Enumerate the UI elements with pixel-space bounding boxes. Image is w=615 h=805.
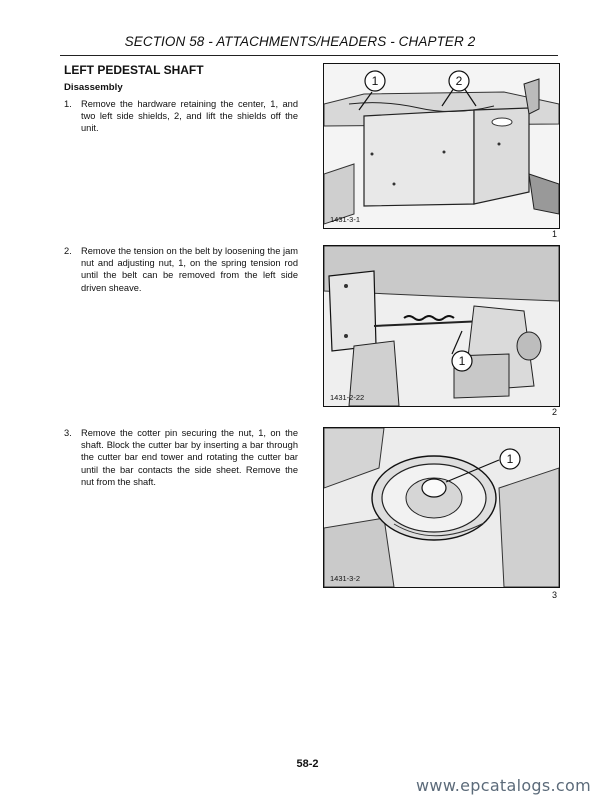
page-number: 58-2 <box>296 758 319 770</box>
figure-number: 1 <box>551 229 557 239</box>
step-1 <box>64 98 298 135</box>
subtitle: Disassembly <box>64 82 123 93</box>
step-number: 1. <box>64 99 72 109</box>
step-number: 2. <box>64 246 72 256</box>
step-2 <box>64 245 298 294</box>
step-number: 3. <box>64 428 72 438</box>
figure-code: 1431-3-1 <box>330 215 361 224</box>
step-text: Remove the hardware retaining the center, 1, and two left side shields, 2, and lift the shields off the unit. <box>81 99 298 134</box>
step-3 <box>64 427 298 488</box>
figure-code: 1431-2-22 <box>330 393 365 402</box>
callout-label: 1 <box>506 452 514 466</box>
callout-label: 2 <box>455 74 463 88</box>
header-rule <box>60 55 558 56</box>
step-text: Remove the cotter pin securing the nut, 1, on the shaft. Block the cutter bar by inserting a bar through the cutter bar end tower and rotating the cutter bar until the bar contacts the side sheet. Remove the nut from the shaft. <box>81 428 298 487</box>
figure-code: 1431-3-2 <box>330 574 361 583</box>
callout-label: 1 <box>458 354 466 368</box>
page-title: LEFT PEDESTAL SHAFT <box>64 63 204 77</box>
step-text: Remove the tension on the belt by loosening the jam nut and adjusting nut, 1, on the spring tension rod until the belt can be removed from the left side driven sheave. <box>81 246 298 293</box>
callout-label: 1 <box>371 74 379 88</box>
section-header: SECTION 58 - ATTACHMENTS/HEADERS - CHAPTER 2 <box>124 34 476 49</box>
figure-3-image <box>323 427 560 588</box>
figure-1-image <box>323 63 560 229</box>
figure-number: 3 <box>551 590 557 600</box>
figure-number: 2 <box>551 407 557 417</box>
figure-2-image <box>323 245 560 407</box>
watermark: www.epcatalogs.com <box>416 776 591 795</box>
